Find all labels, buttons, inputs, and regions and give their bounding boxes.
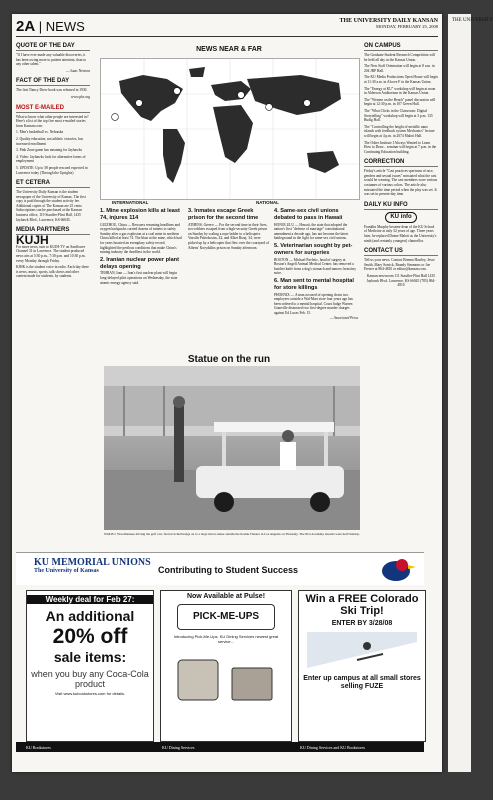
- ad-footer-strip: [16, 742, 424, 752]
- bookstore-ad-headline: Weekly deal for Feb 27:: [27, 595, 153, 604]
- kujh-logo: KUJH: [16, 233, 49, 248]
- map-marker-greece: [238, 92, 245, 99]
- quote-attribution: — Isaac Newton: [65, 68, 90, 73]
- contact-heading: CONTACT US: [364, 247, 438, 256]
- list-item: The KU Media Productions Open House will begin at 11:30 a.m. in Alcove F in the Kansas Union.: [364, 75, 438, 84]
- map-marker-iran: [266, 104, 273, 111]
- story-body: TEHRAN, Iran — Iran's first nuclear plant will begin long-delayed pilot operations on Wednesday, the state atomic energy agency said.: [100, 271, 178, 285]
- contact-text: Tell us your news. Contact Brenna Hawley, Jesse Smith, Mary Sorrick, Brandy Simmons or Joe Preiser at 864-4810 or editor@kansan.com.: [364, 258, 435, 272]
- bookstore-ad[interactable]: [26, 590, 154, 742]
- story-body: BOSTON — Michael Pavletic, head of surgery at Boston's Angell Animal Medical Center, has removed a butcher knife from a dog's stomach and tumors from tiny mice.: [274, 257, 356, 276]
- map-title: NEWS NEAR & FAR: [196, 46, 262, 53]
- fuze-ad-headline: Win a FREE Colorado Ski Trip!: [305, 593, 419, 617]
- media-partners-heading: MEDIA PARTNERS: [16, 226, 90, 235]
- ku-memorial-unions-logo: KU MEMORIAL UNIONS The University of Kansas: [34, 557, 151, 574]
- fact-text: The first Nancy Drew book was released in 1930.: [16, 88, 88, 93]
- international-label: INTERNATIONAL: [112, 200, 149, 205]
- list-item: The "Controlling the height of metallic nano islands with feedback system Mechanics" lecture will begin at 4 p.m. in 2074 Malott Hall.: [364, 124, 435, 138]
- story-headline: 4. Same-sex civil unions debated to pass in Hawaii: [274, 208, 343, 221]
- bookstore-ad-line: sale items:: [53, 649, 127, 665]
- golf-cart-photo: [104, 366, 360, 530]
- story-headline: 6. Man sent to mental hospital for store killings: [274, 277, 354, 291]
- footer-bookstores: KU Bookstores: [26, 745, 51, 750]
- list-item[interactable]: 3. Pink Zone game has meaning for Jayhawks: [16, 148, 83, 153]
- feature-photo: [104, 366, 360, 530]
- bookstore-ad-discount: 20% off: [52, 625, 128, 648]
- media-partners-text: For more news, turn to KUJH-TV on Sunflower Channel 31 in Lawrence. The student produced news airs at 5:30 p.m., 7:30 p.m. and 10:30 p.m. every Monday through Friday.: [16, 244, 86, 263]
- feature-headline: Statue on the run: [187, 354, 271, 365]
- ad-banner-message: Contributing to Student Success: [158, 565, 299, 575]
- skier-icon: [307, 632, 417, 672]
- story-headline: 2. Iranian nuclear power plant delays opening: [100, 256, 179, 270]
- list-item: The Osher Institute I Always Wanted to Learn How to Draw... seminar will begin at 7 p.m. in the Continuing Education building.: [364, 140, 437, 154]
- most-emailed-heading: MOST E-MAILED: [16, 104, 90, 113]
- story-body: GUIZHOU, China — Rescuers resuming headlines and oxygen backpacks carried dozens of miners to safety Sunday after a gas explosion at a coal mine in northern China killed at least 74. The blast at the mine, which had for years boasted an exemplary safety record, highlighted the perilous conditions that make China's mining industry the deadliest in the world.: [100, 222, 182, 255]
- coffee-cup-icon: [166, 648, 286, 708]
- ku-info-text: Franklin Murphy became dean of the KU School of Medicine at only 32 years of age. Three years later, he replaced Deane Malott as the University's ninth (and certainly youngest) chancellor.: [364, 224, 437, 243]
- kjhk-text: KJHK is the student voice in radio. Each day there is news, music, sports, talk shows and other content made for students, by students.: [16, 265, 89, 279]
- issue-date: MONDAY, FEBRUARY 25, 2008: [376, 24, 438, 29]
- footer-dining: KU Dining Services: [162, 745, 195, 750]
- wire-credit: — Associated Press: [329, 315, 358, 320]
- list-item: The "What Clicks in the Classroom: Digital Storytelling" workshop will begin at 3 p.m. 135 Budig Hall.: [364, 108, 433, 123]
- list-item: The Graduate Student Research Competition will be held all day in the Kansas Union.: [364, 53, 435, 62]
- jayhawk-icon: [376, 555, 416, 583]
- fuze-ad-deadline: ENTER BY 3/28/08: [331, 620, 393, 627]
- correction-heading: CORRECTION: [364, 158, 438, 167]
- left-sidebar: [16, 38, 90, 468]
- fact-heading: FACT OF THE DAY: [16, 77, 90, 86]
- pulse-ad-headline: Now Available at Pulse!: [186, 593, 266, 600]
- world-map: [100, 58, 360, 200]
- adjacent-masthead: THE UNIVERSITY: [452, 18, 493, 23]
- bookstore-ad-footer[interactable]: Visit www.kubookstores.com for details.: [54, 691, 126, 696]
- map-marker-boston: [174, 88, 181, 95]
- page-label: 2A | NEWS: [16, 18, 85, 35]
- fact-source: www.pbs.org: [70, 94, 90, 99]
- memorial-unions-ad[interactable]: [16, 552, 424, 585]
- list-item[interactable]: 1. Men's basketball vs. Nebraska: [16, 130, 64, 135]
- daily-ku-info-heading: DAILY KU INFO: [364, 201, 438, 210]
- adjacent-page-edge: [448, 14, 493, 772]
- pulse-ad[interactable]: [160, 590, 292, 742]
- page-number: 2A: [16, 18, 36, 35]
- photo-caption: With B.J. Woodmansee driving the golf cart, Steven Schell hangs on to a large Oscar statue outside the Kodak Theater in Los Angeles on Thursday. The 81st Academy Awards were held Sunday.: [104, 532, 360, 536]
- national-label: NATIONAL: [256, 200, 279, 205]
- list-item: The "Energy at KU" workshop will begin at noon in Alderson Auditorium in the Kansas Union.: [364, 86, 436, 96]
- list-item: The "Women on the Bench" panel discussion will begin at 12:30 p.m. in 107 Green Hall.: [364, 97, 436, 107]
- story-body: ATHENS, Greece — For the second time in their lives, two robbers escaped from a high-security Greek prison on Sunday by scaling a rope ladder to a helicopter. Vassilis Paleokostas, 42, and Alket Rizaj, 34, were picked up by a helicopter that flew over the courtyard of Athens' Korydallos prison on Sunday afternoon.: [188, 222, 270, 250]
- ku-info-logo: KU info: [364, 212, 438, 223]
- list-item: The New Staff Orientation will begin at 8 a.m. in 204 JRP Hall.: [364, 64, 435, 73]
- bookstore-ad-line: An additional: [45, 608, 135, 624]
- most-emailed-intro: What to know what other people are interested in? Here's a list of the top five most e-mailed stories from Kansan.com:: [16, 114, 89, 128]
- map-marker-hawaii: [112, 114, 119, 121]
- map-marker-china: [304, 100, 311, 107]
- list-item[interactable]: 4. Video: Jayhawks look for alternative forms of employment: [16, 154, 86, 164]
- story-headline: 3. Inmates escape Greek prison for the second time: [188, 208, 259, 221]
- fuze-ad[interactable]: [298, 590, 426, 742]
- intl-column-1: [100, 206, 182, 356]
- national-column: [274, 206, 358, 356]
- story-body: HONOLULU — Hawaii, the state that adopted the nation's first "defense of marriage" constitutional amendment a decade ago, has not become the latest battleground in the fight for same-sex civil unions.: [274, 222, 349, 241]
- correction-text: Friday's article "Cast practices spectrum of race, genders and sexual issues" misstated what the cast would be wearing. The cast members wore various costumes of various colors. The article also misstated the time period when the play was set. It was set in present-day time.: [364, 169, 438, 197]
- story-body: PHOENIX — A man accused of opening down two employees outside a Wal-Mart store four years ago has been ordered to a mental hospital. Court Judge Warren Granville dismissed two first-degree murder charges against Ed Lucas Feb. 15.: [274, 292, 353, 315]
- fuze-ad-body: Enter up campus at all small stores selling FUZE: [303, 675, 421, 690]
- pick-me-ups-logo: PICK-ME-UPS: [177, 604, 275, 630]
- bookstore-ad-line: when you buy any Coca-Cola product: [31, 669, 149, 689]
- list-item[interactable]: 2. Quality education, not athletic victories, has increased enrollment: [16, 136, 83, 146]
- quote-heading: QUOTE OF THE DAY: [16, 42, 90, 51]
- section-name: NEWS: [45, 19, 85, 34]
- paper-name: THE UNIVERSITY DAILY KANSAN: [339, 18, 438, 24]
- story-headline: 1. Mine explosion kills at least 74, injures 114: [100, 208, 180, 221]
- masthead-right: [339, 18, 438, 30]
- footer-dining-bookstores: KU Dining Services and KU Bookstores: [300, 745, 365, 750]
- list-item[interactable]: 5. UPDATE: Up to 38 people rescued expected in Lawrence today (Through the Uprights): [16, 165, 88, 175]
- page-header: [16, 18, 438, 37]
- on-campus-heading: ON CAMPUS: [364, 42, 438, 51]
- intl-column-2: [188, 206, 270, 356]
- map-marker-phoenix: [136, 100, 143, 107]
- right-sidebar: [364, 38, 438, 508]
- etcetera-heading: ET CETERA: [16, 179, 90, 188]
- pulse-ad-body: Introducing Pick-Me-Ups. KU Dining Services newest great service...: [173, 634, 279, 644]
- world-map-graphic: [101, 59, 359, 199]
- quote-text: "If I have ever made any valuable discoveries, it has been owing more to patient attention, than to any other talent.": [16, 53, 87, 67]
- newsroom-address: Kansan newsroom 111 Stauffer-Flint Hall 1435 Jayhawk Blvd. Lawrence, KS 66045 (785) 864-4810: [366, 274, 436, 288]
- ad-row: [16, 590, 424, 740]
- story-headline: 5. Veterinarian sought by pet-owners for surgeries: [274, 242, 353, 256]
- etcetera-text: The University Daily Kansan is the student newspaper of the University of Kansas. The first copy is paid through the student activity fee. Additional copies of The Kansan are 25 cents. Subscriptions can be purchased at the Kansan business office, 119 Stauffer-Flint Hall, 1435 Jayhawk Blvd., Lawrence, KS 66045.: [16, 190, 86, 222]
